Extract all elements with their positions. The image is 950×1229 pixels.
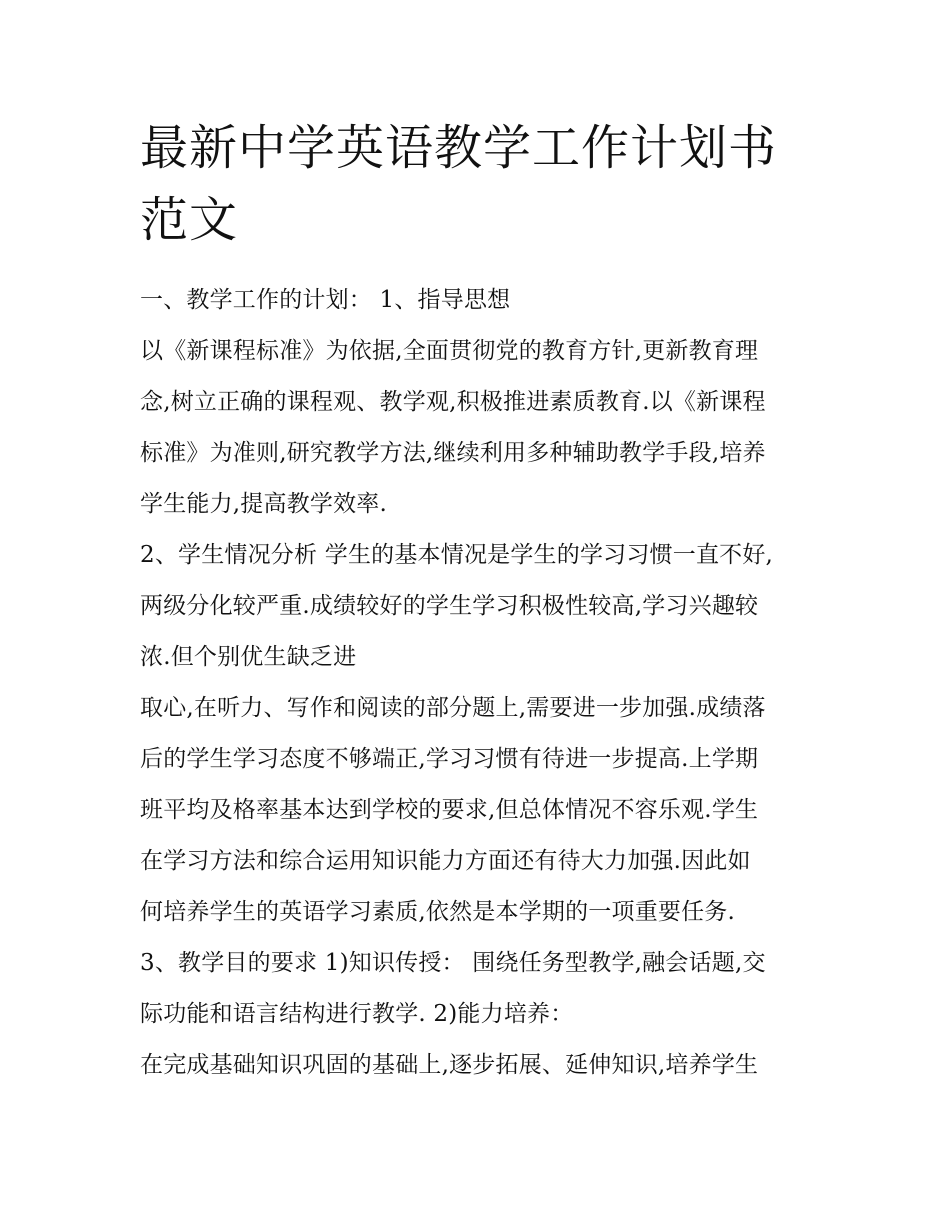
text-line: 浓.但个别优生缺乏进 [140, 644, 357, 670]
title-line-1: 最新中学英语教学工作计划书 [140, 120, 778, 176]
text-line: 在完成基础知识巩固的基础上,逐步拓展、延伸知识,培养学生 [140, 1052, 759, 1078]
document-body [140, 282, 820, 1098]
text-line: 后的学生学习态度不够端正,学习习惯有待进一步提高.上学期 [140, 746, 759, 772]
text-line: 在学习方法和综合运用知识能力方面还有待大力加强.因此如 [140, 848, 751, 874]
text-line: 际功能和语言结构进行教学. 2)能力培养： [140, 1001, 574, 1027]
text-line: 何培养学生的英语学习素质,依然是本学期的一项重要任务. [140, 899, 736, 925]
section-3-heading: 3、教学目的要求 1)知识传授： 围绕任务型教学,融会话题,交 [140, 950, 766, 976]
text-line: 班平均及格率基本达到学校的要求,但总体情况不容乐观.学生 [140, 797, 759, 823]
text-line: 念,树立正确的课程观、教学观,积极推进素质教育.以《新课程 [140, 389, 766, 415]
text-line: 两级分化较严重.成绩较好的学生学习积极性较高,学习兴趣较 [140, 593, 759, 619]
section-2-heading: 2、学生情况分析 学生的基本情况是学生的学习习惯一直不好, [140, 542, 774, 568]
text-line: 学生能力,提高教学效率. [140, 491, 388, 517]
title-line-2: 范文 [140, 192, 239, 248]
text-line: 以《新课程标准》为依据,全面贯彻党的教育方针,更新教育理 [140, 338, 759, 364]
text-line: 标准》为准则,研究教学方法,继续利用多种辅助教学手段,培养 [140, 440, 766, 466]
text-line: 取心,在听力、写作和阅读的部分题上,需要进一步加强.成绩落 [140, 695, 766, 721]
section-1-heading: 一、教学工作的计划： 1、指导思想 [140, 287, 511, 313]
document-title [140, 112, 820, 256]
